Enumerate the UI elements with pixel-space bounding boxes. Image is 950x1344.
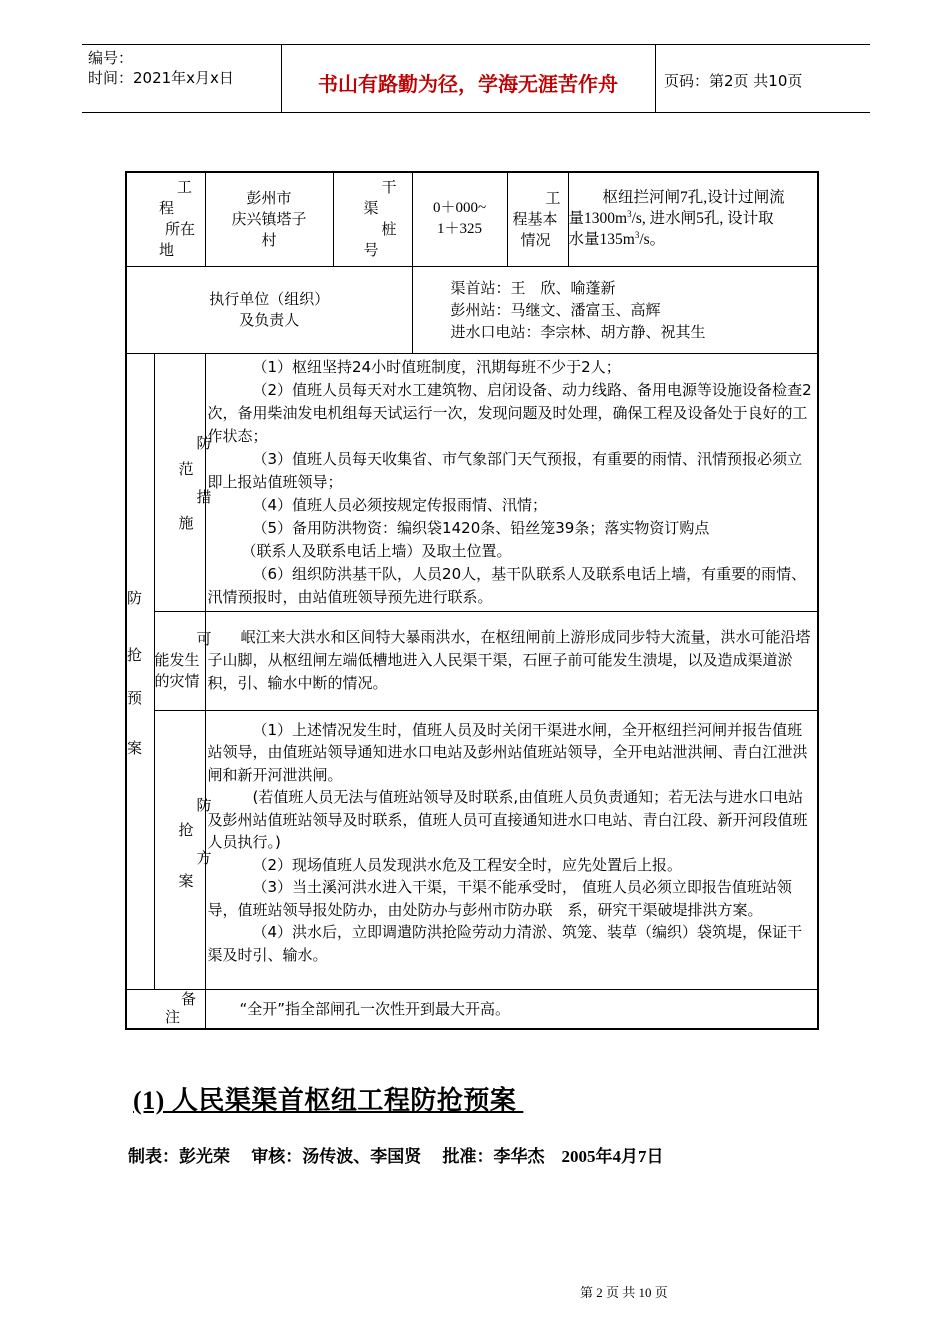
plan-item: （4）洪水后，立即调遣防洪抢险劳动力清淤、筑笼、装草（编织）袋筑堤，保证干渠及时引、输水。 (207, 923, 803, 964)
plan-item: (若值班人员无法与值班站领导及时联系,由值班人员负责通知；若无法与进水口电站及彭州站值班站领导及时联系，值班人员可直接通知进水口电站、青白江段、新开河段值班人员执行。) (207, 788, 808, 851)
disaster-label: 可 (196, 630, 212, 648)
remark-content: “全开”指全部闸孔一次性开到最大开高。 (205, 989, 818, 1029)
remark-row (126, 989, 818, 1029)
canal-label: 干 (381, 178, 397, 197)
basic-label: 工 (545, 188, 561, 207)
unit-value-cell (412, 266, 818, 353)
basic-value-cell (568, 172, 818, 266)
rescue-plan-row (126, 710, 818, 989)
header-bottom-rule (82, 112, 870, 113)
measures-label-cell: 防 范 措 施 (154, 353, 205, 611)
unit-label-cell: 执行单位（组织） 及负责人 (126, 266, 412, 353)
plan-label-cell: 防 抢 方 案 (154, 710, 205, 989)
station-value-cell: 0＋000~ 1＋325 (412, 172, 507, 266)
disaster-row (126, 611, 818, 710)
measures-row (126, 353, 818, 611)
plan-label: 防 (196, 795, 212, 814)
plan-outer-label-cell: 防 抢 预 案 (126, 353, 154, 989)
location-value-cell: 彭州市 庆兴镇塔子 村 (205, 172, 333, 266)
header-page-number: 页码：第2页 共10页 (664, 72, 803, 90)
measure-item: （4）值班人员必须按规定传报雨情、汛情； (252, 495, 548, 514)
header-top-rule (82, 44, 870, 45)
measure-item: （1）枢纽坚持24小时值班制度，汛期每班不少于2人； (252, 357, 621, 376)
measure-item: （6）组织防洪基干队，人员20人，基干队联系人及联系电话上墙，有重要的雨情、汛情预报时，由站值班领导预先进行联系。 (207, 564, 807, 606)
document-title: (1) 人民渠渠首枢纽工程防抢预案 (133, 1086, 524, 1115)
header-motto: 书山有路勤为径，学海无涯苦作舟 (318, 72, 618, 96)
measure-item: （联系人及联系电话上墙）及取土位置。 (241, 541, 512, 560)
location-label-cell: 工 程 所在 地 (126, 172, 205, 266)
station-value: 0＋000~ (432, 200, 487, 217)
measure-item: （2）值班人员每天对水工建筑物、启闭设备、动力线路、备用电源等设施设备检查2次，备用柴油发电机组每天试运行一次，发现问题及时处理，确保工程及设备处于良好的工作状态； (207, 380, 812, 445)
location-label: 工 (177, 178, 193, 197)
plan-outer-label: 防 (127, 588, 143, 607)
unit-label: 执行单位（组织） (209, 289, 330, 308)
remark-label-cell: 备 注 (126, 989, 205, 1029)
basic-value-line1: 枢纽拦河闸7孔,设计过闸流 (602, 189, 785, 206)
basic-value-line2: 量$1300m^3/s$, 进水闸5孔, 设计取 (568, 208, 774, 227)
header-divider (281, 44, 282, 112)
plan-item: （1）上述情况发生时，值班人员及时关闭干渠进水闸，全开枢纽拦河闸并报告值班站领导，由值班站领导通知进水口电站及彭州站值班站领导，全开电站泄洪闸、青白江泄洪闸和新开河泄洪闸。 (207, 720, 808, 784)
signature-line: 制表：彭光荣 审核：汤传波、李国贤 批准：李华杰 2005年4月7日 (128, 1147, 664, 1166)
disaster-label-cell: 可 能发生 的灾情 (154, 611, 205, 710)
header-code: 编号： (88, 49, 134, 67)
header-time: 时间：2021年x月x日 (88, 69, 234, 87)
unit-value-line: 进水口电站：李宗林、胡方静、祝其生 (450, 322, 706, 341)
project-info-row (126, 172, 818, 266)
measures-label: 防 (196, 434, 212, 452)
executing-unit-row (126, 266, 818, 353)
location-value: 彭州市 (246, 188, 292, 207)
page-footer: 第 2 页 共 10 页 (580, 1285, 668, 1300)
canal-label-cell: 干 渠 桩 号 (333, 172, 412, 266)
plan-content-cell (205, 710, 818, 989)
unit-value-line: 彭州站：马继文、潘富玉、高辉 (450, 300, 661, 319)
measure-item: （3）值班人员每天收集省、市气象部门天气预报，有重要的雨情、汛情预报必须立即上报站值班领导； (207, 449, 803, 491)
unit-value-line: 渠首站：王 欣、喻蓬新 (450, 278, 616, 297)
header-divider (655, 44, 656, 112)
plan-item: （3）当土溪河洪水进入干渠，干渠不能承受时， 值班人员必须立即报告值班站领导，值班站领导报处防办，由处防办与彭州市防办联 系，研究干渠破堤排洪方案。 (207, 878, 792, 919)
measures-content-cell (205, 353, 818, 611)
plan-item: （2）现场值班人员发现洪水危及工程安全时，应先处置后上报。 (252, 855, 683, 874)
disaster-content: 岷江来大洪水和区间特大暴雨洪水，在枢纽闸前上游形成同步特大流量，洪水可能沿塔子山脚，从枢纽闸左端低槽地进入人民渠干渠，石匣子前可能发生溃堤，以及造成渠道淤积，引、输水中断的情况。 (205, 611, 818, 710)
remark-label: 备 (181, 990, 197, 1009)
basic-label-cell: 工 程基本 情况 (507, 172, 568, 266)
measure-item: （5）备用防洪物资：编织袋1420条、铅丝笼39条；落实物资订购点 (252, 518, 710, 537)
basic-value-line3: 水量$135m^3/s$。 (568, 229, 666, 248)
plan-table (125, 171, 819, 1030)
